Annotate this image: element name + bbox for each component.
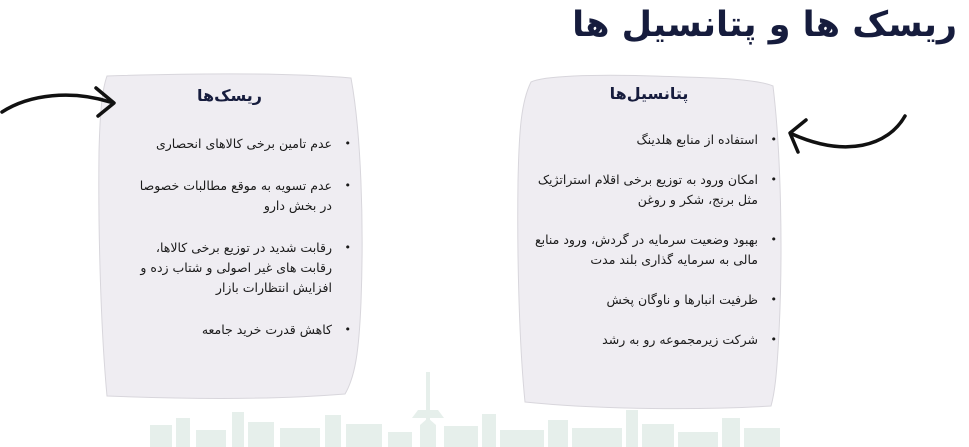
arrow-right-icon <box>0 84 125 124</box>
list-item: • ظرفیت انبارها و ناوگان پخش <box>532 290 778 310</box>
list-item: • کاهش قدرت خرید جامعه <box>128 320 352 340</box>
list-item: • رقابت شدید در توزیع برخی کالاها، رقابت های غیر اصولی و شتاب زده و افزایش انتظارات بازار <box>128 238 352 298</box>
list-item: • شرکت زیرمجموعه رو به رشد <box>532 330 778 350</box>
slide-title: ریسک ها و پتانسیل ها <box>572 5 957 45</box>
list-item: • بهبود وضعیت سرمایه در گردش، ورود منابع مالی به سرمایه گذاری بلند مدت <box>532 230 778 270</box>
risks-list <box>128 134 352 362</box>
potentials-heading: پتانسیل‌ها <box>609 84 689 103</box>
list-item: • استفاده از منابع هلدینگ <box>532 130 778 150</box>
potentials-list <box>532 130 778 370</box>
list-item: • عدم تامین برخی کالاهای انحصاری <box>128 134 352 154</box>
risks-heading: ریسک‌ها <box>197 86 262 105</box>
list-item: • امکان ورود به توزیع برخی اقلام استراتژیک مثل برنج، شکر و روغن <box>532 170 778 210</box>
list-item: • عدم تسویه به موقع مطالبات خصوصا در بخش دارو <box>128 176 352 216</box>
risks-card <box>93 72 366 402</box>
arrow-left-icon <box>784 112 910 160</box>
potentials-card <box>513 72 785 414</box>
